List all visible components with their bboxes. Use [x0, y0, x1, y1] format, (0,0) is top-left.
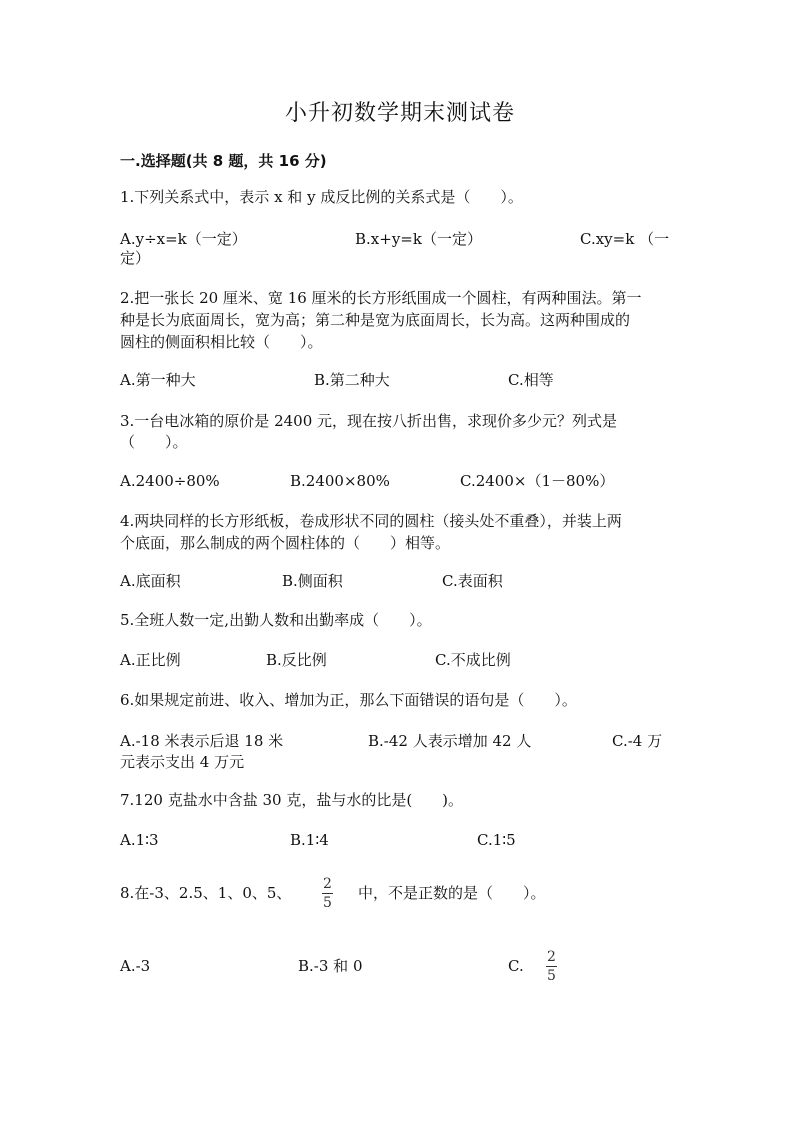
q2-stem-line2: 种是长为底面周长，宽为高；第二种是宽为底面周长，长为高。这两种围成的: [120, 311, 631, 329]
q8-stem-part1: 8.在-3、2.5、1、0、5、: [120, 884, 292, 902]
fraction-bar: [322, 893, 333, 894]
q4-option-c: C.表面积: [442, 572, 503, 590]
q3-option-b: B.2400×80%: [290, 472, 390, 490]
q2-option-b: B.第二种大: [314, 371, 390, 389]
q1-option-a: A.y÷x=k（一定）: [120, 230, 247, 248]
q8-fraction: [322, 877, 333, 911]
q6-stem: 6.如果规定前进、收入、增加为正，那么下面错误的语句是（ ）。: [120, 691, 577, 709]
q3-option-c: C.2400×（1－80%）: [460, 472, 615, 490]
q3-stem-line1: 3.一台电冰箱的原价是 2400 元，现在按八折出售，求现价多少元？列式是: [120, 412, 618, 430]
q7-option-a: A.1∶3: [120, 831, 159, 849]
q1-stem: 1.下列关系式中，表示 x 和 y 成反比例的关系式是（ ）。: [120, 188, 523, 206]
q2-option-a: A.第一种大: [120, 371, 196, 389]
q7-option-b: B.1∶4: [290, 831, 329, 849]
q5-option-c: C.不成比例: [435, 651, 511, 669]
q4-option-a: A.底面积: [120, 572, 181, 590]
q2-stem-line3: 圆柱的侧面积相比较（ ）。: [120, 333, 323, 351]
q8-option-c: C.: [508, 957, 524, 975]
q8-fraction-numerator: 2: [323, 876, 332, 892]
q4-stem-line1: 4.两块同样的长方形纸板，卷成形状不同的圆柱（接头处不重叠），并装上两: [120, 512, 622, 530]
q1-option-c: C.xy=k （一: [580, 230, 670, 248]
q8-option-a: A.-3: [120, 957, 151, 975]
q4-option-b: B.侧面积: [282, 572, 343, 590]
q4-stem-line2: 个底面，那么制成的两个圆柱体的（ ）相等。: [120, 534, 451, 552]
q2-option-c: C.相等: [508, 371, 554, 389]
q8-fraction-denominator: 5: [323, 895, 332, 911]
page-title: 小升初数学期末测试卷: [284, 101, 515, 126]
q8-option-c-denominator: 5: [547, 968, 556, 984]
q3-option-a: A.2400÷80%: [120, 472, 220, 490]
q5-option-a: A.正比例: [120, 651, 181, 669]
fraction-bar: [546, 966, 557, 967]
q6-option-c-continued: 元表示支出 4 万元: [120, 753, 245, 771]
q6-option-b: B.-42 人表示增加 42 人: [368, 732, 532, 750]
q8-stem-part2: 中，不是正数的是（ ）。: [358, 884, 546, 902]
q8-option-c-fraction: [546, 950, 557, 984]
q8-option-c-numerator: 2: [547, 949, 556, 965]
q1-option-c-continued: 定）: [120, 249, 151, 267]
q3-stem-line2: （ ）。: [120, 433, 188, 451]
section-heading: 一.选择题(共 8 题，共 16 分): [120, 152, 327, 170]
q5-stem: 5.全班人数一定,出勤人数和出勤率成（ ）。: [120, 611, 432, 629]
q6-option-c: C.-4 万: [612, 732, 663, 750]
q2-stem-line1: 2.把一张长 20 厘米、宽 16 厘米的长方形纸围成一个圆柱，有两种围法。第一: [120, 289, 642, 307]
q6-option-a: A.-18 米表示后退 18 米: [120, 732, 284, 750]
q7-option-c: C.1∶5: [477, 831, 516, 849]
q5-option-b: B.反比例: [266, 651, 327, 669]
q1-option-b: B.x+y=k（一定）: [355, 230, 482, 248]
q8-option-b: B.-3 和 0: [298, 957, 363, 975]
q7-stem: 7.120 克盐水中含盐 30 克，盐与水的比是( )。: [120, 791, 464, 809]
